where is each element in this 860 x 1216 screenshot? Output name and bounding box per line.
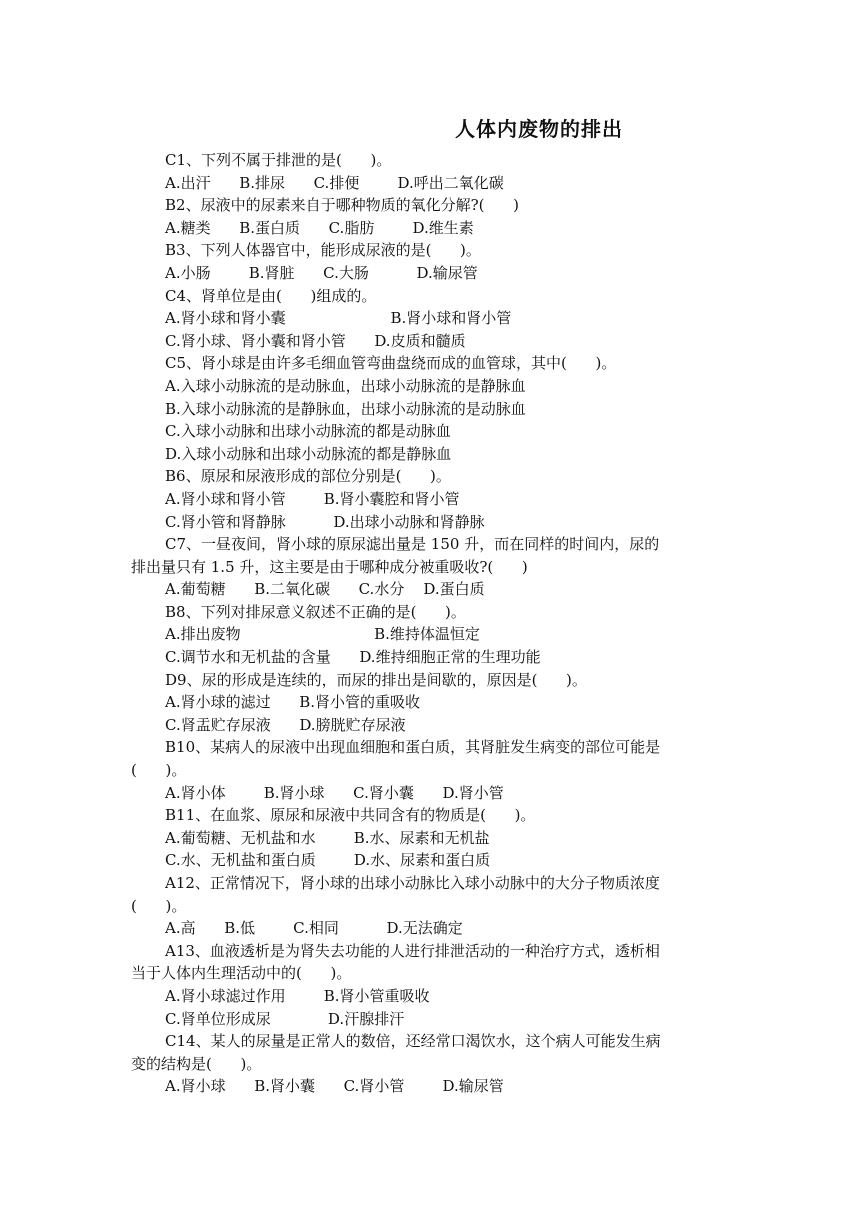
answer-options: A.肾小球 B.肾小囊 C.肾小管 D.输尿管 bbox=[165, 1077, 504, 1096]
question-text: A13、血液透析是为肾失去功能的人进行排泄活动的一种治疗方式，透析相 bbox=[165, 941, 660, 960]
answer-options: B.入球小动脉流的是静脉血，出球小动脉流的是动脉血 bbox=[165, 399, 526, 418]
answer-options: A.小肠 B.肾脏 C.大肠 D.输尿管 bbox=[165, 263, 478, 282]
answer-options: C.入球小动脉和出球小动脉流的都是动脉血 bbox=[165, 422, 451, 441]
question-text: C14、某人的尿量是正常人的数倍，还经常口渴饮水，这个病人可能发生病 bbox=[165, 1032, 661, 1051]
answer-options: C.肾单位形成尿 D.汗腺排汗 bbox=[165, 1009, 405, 1028]
answer-options: C.肾盂贮存尿液 D.膀胱贮存尿液 bbox=[165, 715, 406, 734]
answer-options: D.入球小动脉和出球小动脉流的都是静脉血 bbox=[165, 444, 452, 463]
question-list bbox=[131, 149, 731, 1098]
question-text: C5、肾小球是由许多毛细血管弯曲盘绕而成的血管球，其中( )。 bbox=[165, 354, 617, 373]
question-text: C1、下列不属于排泄的是( )。 bbox=[165, 151, 392, 169]
question-text: B8、下列对排尿意义叙述不正确的是( )。 bbox=[165, 602, 466, 621]
question-text-continued: 排出量只有 1.5 升，这主要是由于哪种成分被重吸收?( ) bbox=[131, 557, 528, 576]
answer-options: A.糖类 B.蛋白质 C.脂肪 D.维生素 bbox=[165, 218, 474, 237]
answer-options: A.肾小球滤过作用 B.肾小管重吸收 bbox=[165, 986, 430, 1005]
answer-options: A.排出废物 B.维持体温恒定 bbox=[165, 625, 480, 644]
answer-options: A.肾小体 B.肾小球 C.肾小囊 D.肾小管 bbox=[165, 783, 504, 802]
question-text: B11、在血浆、原尿和尿液中共同含有的物质是( )。 bbox=[165, 806, 536, 825]
question-text: A12、正常情况下，肾小球的出球小动脉比入球小动脉中的大分子物质浓度 bbox=[165, 874, 660, 892]
question-text-continued: ( )。 bbox=[131, 761, 187, 780]
question-text-continued: 当于人体内生理活动中的( )。 bbox=[131, 964, 352, 983]
answer-options: C.调节水和无机盐的含量 D.维持细胞正常的生理功能 bbox=[165, 648, 541, 667]
question-text: B3、下列人体器官中，能形成尿液的是( )。 bbox=[165, 241, 481, 260]
question-text-continued: 变的结构是( )。 bbox=[131, 1054, 262, 1073]
answer-options: C.肾小球、肾小囊和肾小管 D.皮质和髓质 bbox=[165, 331, 466, 350]
question-text: B2、尿液中的尿素来自于哪种物质的氧化分解?( ) bbox=[165, 196, 519, 215]
answer-options: A.肾小球和肾小管 B.肾小囊腔和肾小管 bbox=[165, 489, 460, 508]
question-text: B10、某病人的尿液中出现血细胞和蛋白质，其肾脏发生病变的部位可能是 bbox=[165, 738, 661, 757]
question-text: D9、尿的形成是连续的，而尿的排出是间歇的，原因是( )。 bbox=[165, 670, 587, 689]
answer-options: A.葡萄糖 B.二氧化碳 C.水分 D.蛋白质 bbox=[165, 580, 485, 599]
answer-options: A.葡萄糖、无机盐和水 B.水、尿素和无机盐 bbox=[165, 828, 490, 847]
answer-options: C.肾小管和肾静脉 D.出球小动脉和肾静脉 bbox=[165, 512, 485, 531]
question-text-continued: ( )。 bbox=[131, 896, 187, 915]
answer-options: A.出汗 B.排尿 C.排便 D.呼出二氧化碳 bbox=[165, 173, 504, 192]
answer-options: A.入球小动脉流的是动脉血，出球小动脉流的是静脉血 bbox=[165, 376, 526, 395]
question-text: B6、原尿和尿液形成的部位分别是( )。 bbox=[165, 467, 451, 486]
question-text: C4、肾单位是由( )组成的。 bbox=[165, 286, 377, 305]
answer-options: A.肾小球和肾小囊 B.肾小球和肾小管 bbox=[165, 309, 512, 328]
answer-options: C.水、无机盐和蛋白质 D.水、尿素和蛋白质 bbox=[165, 851, 491, 870]
answer-options: A.高 B.低 C.相同 D.无法确定 bbox=[165, 919, 463, 938]
page-title: 人体内废物的排出 bbox=[455, 117, 623, 141]
question-text: C7、一昼夜间，肾小球的原尿滤出量是 150 升，而在同样的时间内，尿的 bbox=[165, 535, 660, 554]
answer-options: A.肾小球的滤过 B.肾小管的重吸收 bbox=[165, 693, 421, 712]
